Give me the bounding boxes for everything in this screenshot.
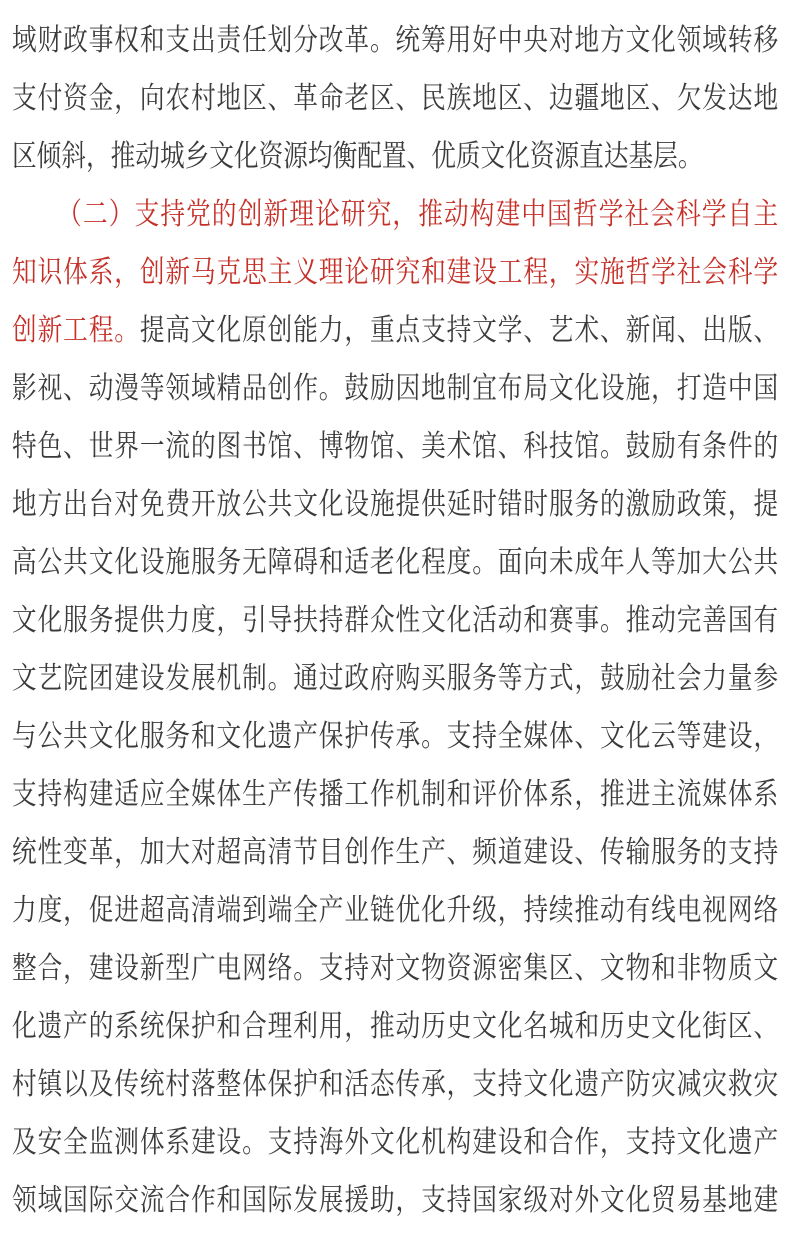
text-line: [12, 418, 778, 476]
text-segment: 文化服务提供力度，引导扶持群众性文化活动和赛事。推动完善国有: [12, 604, 779, 637]
text-line: [12, 1172, 778, 1230]
text-segment: 支持构建适应全媒体生产传播工作机制和评价体系，推进主流媒体系: [12, 778, 779, 811]
text-line: [12, 12, 778, 70]
text-segment: 提高文化原创能力，重点支持文学、艺术、新闻、出版、: [139, 314, 779, 347]
text-line: [12, 940, 778, 998]
text-line: [12, 882, 778, 940]
highlight-text-segment: 创新工程。: [12, 314, 140, 347]
text-line: [12, 650, 778, 708]
text-segment: 地方出台对免费开放公共文化设施提供延时错时服务的激励政策，提: [12, 488, 779, 521]
text-line: [12, 476, 778, 534]
text-line: [12, 708, 778, 766]
text-line: [12, 998, 778, 1056]
text-segment: 力度，促进超高清端到端全产业链优化升级，持续推动有线电视网络: [12, 894, 779, 927]
text-segment: 影视、动漫等领域精品创作。鼓励因地制宜布局文化设施，打造中国: [12, 372, 779, 405]
text-segment: 特色、世界一流的图书馆、博物馆、美术馆、科技馆。鼓励有条件的: [12, 430, 779, 463]
text-segment: 统性变革，加大对超高清节目创作生产、频道建设、传输服务的支持: [12, 836, 779, 869]
highlight-text-segment: （二）支持党的创新理论研究，推动构建中国哲学社会科学自主: [57, 198, 779, 231]
text-segment: 支付资金，向农村地区、革命老区、民族地区、边疆地区、欠发达地: [12, 82, 779, 115]
text-segment: 文艺院团建设发展机制。通过政府购买服务等方式，鼓励社会力量参: [12, 662, 779, 695]
text-segment: 化遗产的系统保护和合理利用，推动历史文化名城和历史文化街区、: [12, 1010, 779, 1043]
text-line: [12, 360, 778, 418]
text-line: [12, 244, 778, 302]
text-line: [12, 1114, 778, 1172]
article-text-block: [12, 12, 778, 1230]
text-line: [12, 128, 778, 186]
text-line: [12, 534, 778, 592]
text-segment: 村镇以及传统村落整体保护和活态传承，支持文化遗产防灾减灾救灾: [12, 1068, 779, 1101]
text-segment: 域财政事权和支出责任划分改革。统筹用好中央对地方文化领域转移: [12, 24, 779, 57]
text-segment: 及安全监测体系建设。支持海外文化机构建设和合作，支持文化遗产: [12, 1126, 779, 1159]
text-segment: 领域国际交流合作和国际发展援助，支持国家级对外文化贸易基地建: [12, 1184, 779, 1217]
text-line: [12, 592, 778, 650]
text-line: [12, 70, 778, 128]
text-line: [12, 302, 778, 360]
text-segment: 区倾斜，推动城乡文化资源均衡配置、优质文化资源直达基层。: [12, 140, 703, 173]
text-line: [12, 1056, 778, 1114]
text-line: [12, 766, 778, 824]
text-segment: 整合，建设新型广电网络。支持对文物资源密集区、文物和非物质文: [12, 952, 779, 985]
text-line: [12, 186, 778, 244]
text-segment: 与公共文化服务和文化遗产保护传承。支持全媒体、文化云等建设，: [12, 720, 779, 753]
highlight-text-segment: 知识体系，创新马克思主义理论研究和建设工程，实施哲学社会科学: [12, 256, 779, 289]
text-line: [12, 824, 778, 882]
text-segment: 高公共文化设施服务无障碍和适老化程度。面向未成年人等加大公共: [12, 546, 779, 579]
